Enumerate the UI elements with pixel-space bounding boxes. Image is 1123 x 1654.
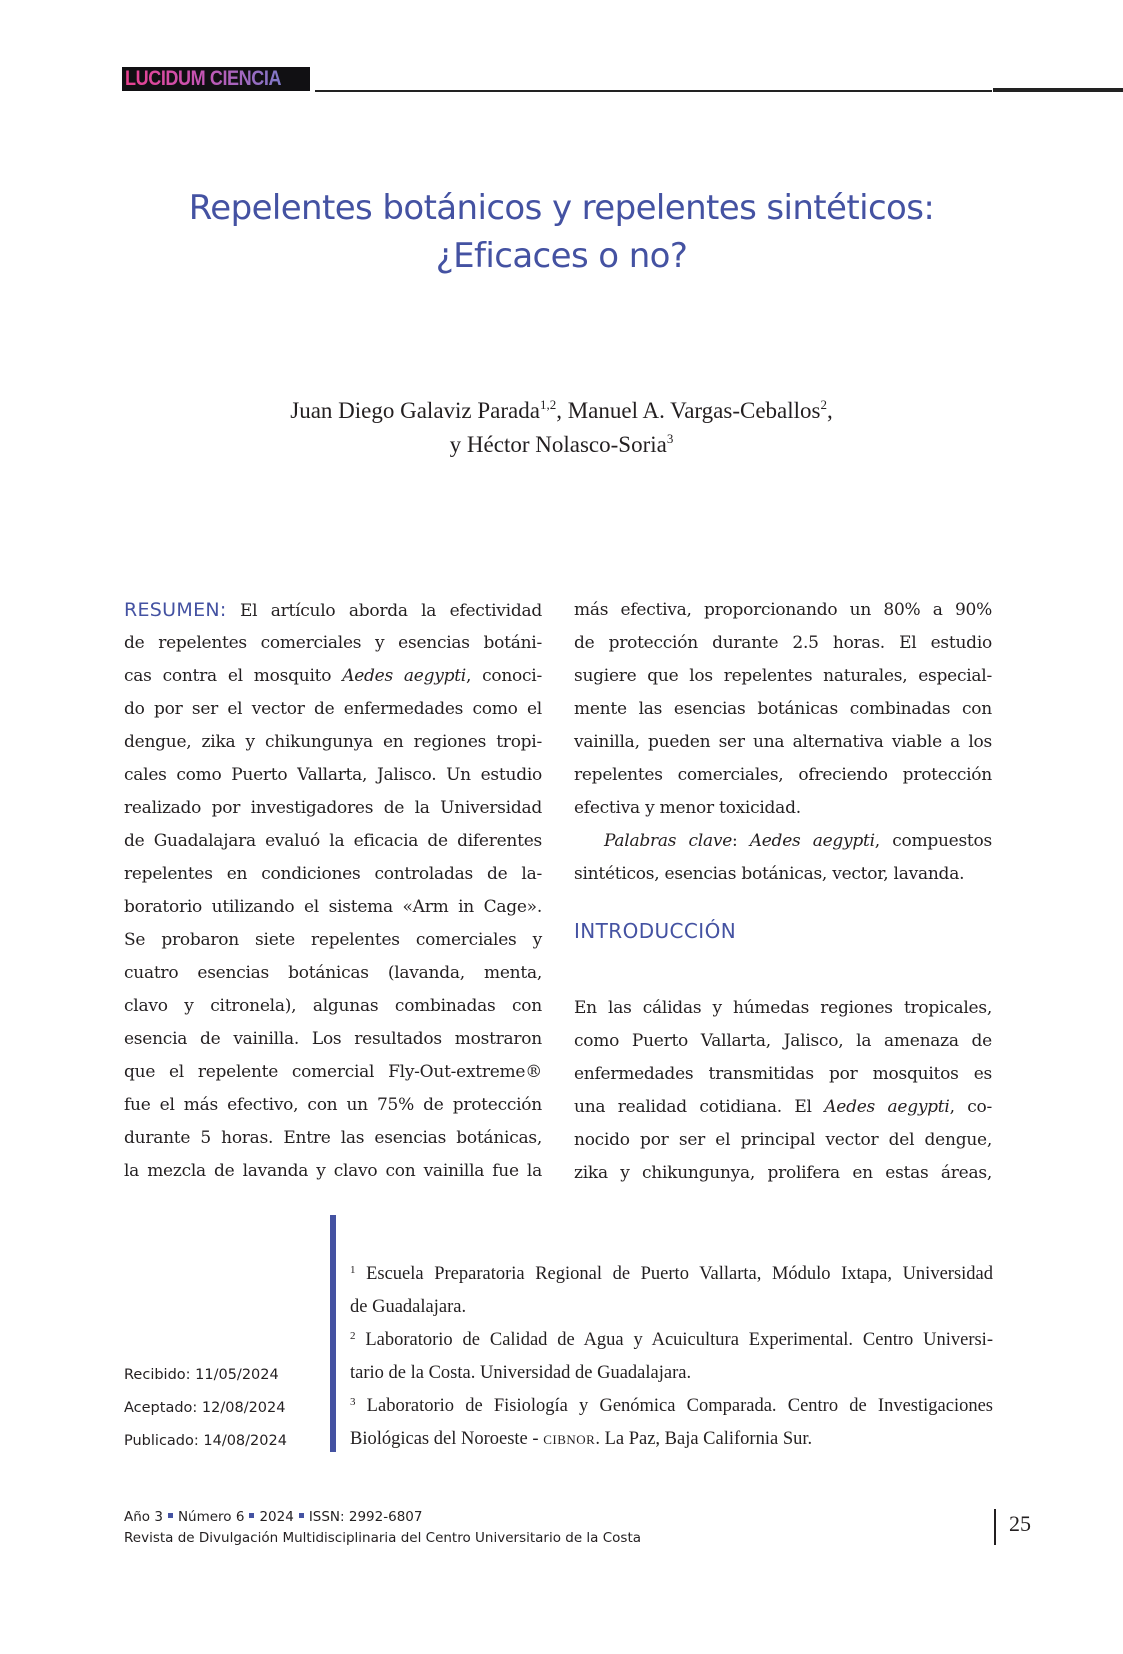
page-number: 25: [1009, 1511, 1031, 1536]
publication-year: 2024: [259, 1509, 294, 1525]
issue-number: Número 6: [177, 1509, 245, 1525]
header-rule: [315, 90, 992, 92]
abstract-left-column: [124, 594, 542, 1188]
footnote-marker: 1: [350, 1264, 356, 1276]
abstract-line: cuatro esencias botánicas (lavanda, menta,: [124, 963, 542, 983]
intro-line: como Puerto Vallarta, Jalisco, la amenaza de: [574, 1031, 992, 1051]
footnote-marker: 3: [350, 1396, 356, 1408]
intro-line: nocido por ser el principal vector del dengue,: [574, 1130, 992, 1150]
separator-square-icon: [168, 1513, 173, 1518]
species-name: Aedes aegypti: [824, 1097, 950, 1117]
affiliation-marker: 3: [666, 431, 674, 446]
abstract-line: realizado por investigadores de la Universidad: [124, 798, 542, 818]
abstract-line: cas contra el mosquito Aedes aegypti, conoci-: [124, 666, 542, 686]
date-accepted: Aceptado: 12/08/2024: [124, 1400, 286, 1416]
abstract-label: RESUMEN:: [124, 599, 227, 621]
author-list: Juan Diego Galaviz Parada$^{1,2}$, Manuel A. Vargas-Ceballos$^2$, y Héctor Nolasco-Soria$^3$: [290, 397, 833, 457]
abstract-line: boratorio utilizando el sistema «Arm in Cage».: [124, 897, 542, 917]
issue-info: [124, 1507, 641, 1528]
date-received: Recibido: 11/05/2024: [124, 1367, 279, 1383]
footnote-line: tario de la Costa. Universidad de Guadalajara.: [350, 1363, 692, 1383]
journal-name: Revista de Divulgación Multidisciplinaria del Centro Universitario de la Costa: [124, 1530, 642, 1546]
abstract-line: la mezcla de lavanda y clavo con vainilla fue la: [124, 1161, 542, 1181]
footnote-line: $^3$ Laboratorio de Fisiología y Genómica Comparada. Centro de Investigaciones: [350, 1396, 993, 1416]
publication-dates: [124, 1359, 287, 1458]
abstract-line: Se probaron siete repelentes comerciales y: [124, 930, 542, 950]
intro-line: En las cálidas y húmedas regiones tropicales,: [574, 998, 992, 1018]
separator-square-icon: [249, 1513, 254, 1518]
species-name: Aedes aegypti: [749, 831, 875, 851]
abstract-line: de Guadalajara evaluó la eficacia de diferentes: [124, 831, 542, 851]
journal-brand-text: LUCIDUM CIENCIA: [125, 67, 282, 90]
title-line-2: ¿Eficaces o no?: [435, 236, 688, 276]
abstract-line: de protección durante 2.5 horas. El estudio: [574, 633, 992, 653]
footnote-marker: 2: [350, 1330, 356, 1342]
volume-year: Año 3: [124, 1509, 163, 1525]
keywords-line: sintéticos, esencias botánicas, vector, lavanda.: [574, 864, 965, 884]
abstract-line: repelentes en condiciones controladas de la-: [124, 864, 542, 884]
institution-acronym: cibnor: [543, 1429, 596, 1449]
abstract-line: más efectiva, proporcionando un 80% a 90%: [574, 600, 992, 620]
title-line-1: Repelentes botánicos y repelentes sintéticos:: [188, 188, 935, 228]
abstract-line: efectiva y menor toxicidad.: [574, 798, 801, 818]
journal-brand-logo: [122, 67, 310, 91]
footnote-line: $^1$ Escuela Preparatoria Regional de Puerto Vallarta, Módulo Ixtapa, Universidad: [350, 1264, 993, 1284]
header-rule-accent: [993, 88, 1123, 92]
abstract-line: mente las esencias botánicas combinadas con: [574, 699, 992, 719]
abstract-line: fue el más efectivo, con un 75% de protección: [124, 1095, 542, 1115]
intro-line: zika y chikungunya, prolifera en estas áreas,: [574, 1163, 992, 1183]
affiliation-marker: 2: [820, 397, 827, 412]
abstract-line: do por ser el vector de enfermedades como el: [124, 699, 542, 719]
abstract-right-column: [574, 594, 992, 1190]
footnote-line: Biológicas del Noroeste - cibnor. La Paz, Baja California Sur.: [350, 1429, 813, 1449]
author-name: y Héctor Nolasco-Soria: [449, 432, 667, 457]
affiliation-footnotes: [350, 1258, 993, 1456]
footnote-line: de Guadalajara.: [350, 1297, 467, 1317]
date-published: Publicado: 14/08/2024: [124, 1433, 287, 1449]
author-name: Manuel A. Vargas-Ceballos: [567, 398, 821, 423]
abstract-line: RESUMEN: El artículo aborda la efectividad: [124, 599, 542, 621]
abstract-line: clavo y citronela), algunas combinadas con: [124, 996, 542, 1016]
footnote-accent-bar: [330, 1215, 336, 1452]
abstract-line: repelentes comerciales, ofreciendo protección: [574, 765, 992, 785]
abstract-line: sugiere que los repelentes naturales, especial-: [574, 666, 992, 686]
intro-line: enfermedades transmitidas por mosquitos es: [574, 1064, 992, 1084]
separator-square-icon: [299, 1513, 304, 1518]
abstract-line: de repelentes comerciales y esencias botáni-: [124, 633, 542, 653]
abstract-line: que el repelente comercial Fly-Out-extreme®: [124, 1062, 542, 1082]
author-name: Juan Diego Galaviz Parada: [290, 398, 540, 423]
issn: ISSN: 2992-6807: [308, 1509, 423, 1525]
affiliation-marker: 1,2: [539, 397, 557, 412]
keywords-label: Palabras clave: [604, 831, 732, 851]
page-footer: [124, 1507, 641, 1549]
article-title: [120, 184, 1003, 280]
species-name: Aedes aegypti: [342, 666, 466, 686]
abstract-line: vainilla, pueden ser una alternativa viable a los: [574, 732, 992, 752]
abstract-line: durante 5 horas. Entre las esencias botánicas,: [124, 1128, 542, 1148]
abstract-line: dengue, zika y chikungunya en regiones tropi-: [124, 732, 542, 752]
keywords-line: Palabras clave: Aedes aegypti, compuestos: [604, 831, 992, 851]
intro-line: una realidad cotidiana. El Aedes aegypti, co-: [574, 1097, 993, 1117]
abstract-line: cales como Puerto Vallarta, Jalisco. Un estudio: [124, 765, 542, 785]
page-number-divider: [994, 1509, 996, 1545]
footnote-line: $^2$ Laboratorio de Calidad de Agua y Acuicultura Experimental. Centro Universi-: [350, 1330, 993, 1350]
abstract-line: esencia de vainilla. Los resultados mostraron: [124, 1029, 542, 1049]
section-heading-introduction: INTRODUCCIÓN: [574, 919, 737, 943]
